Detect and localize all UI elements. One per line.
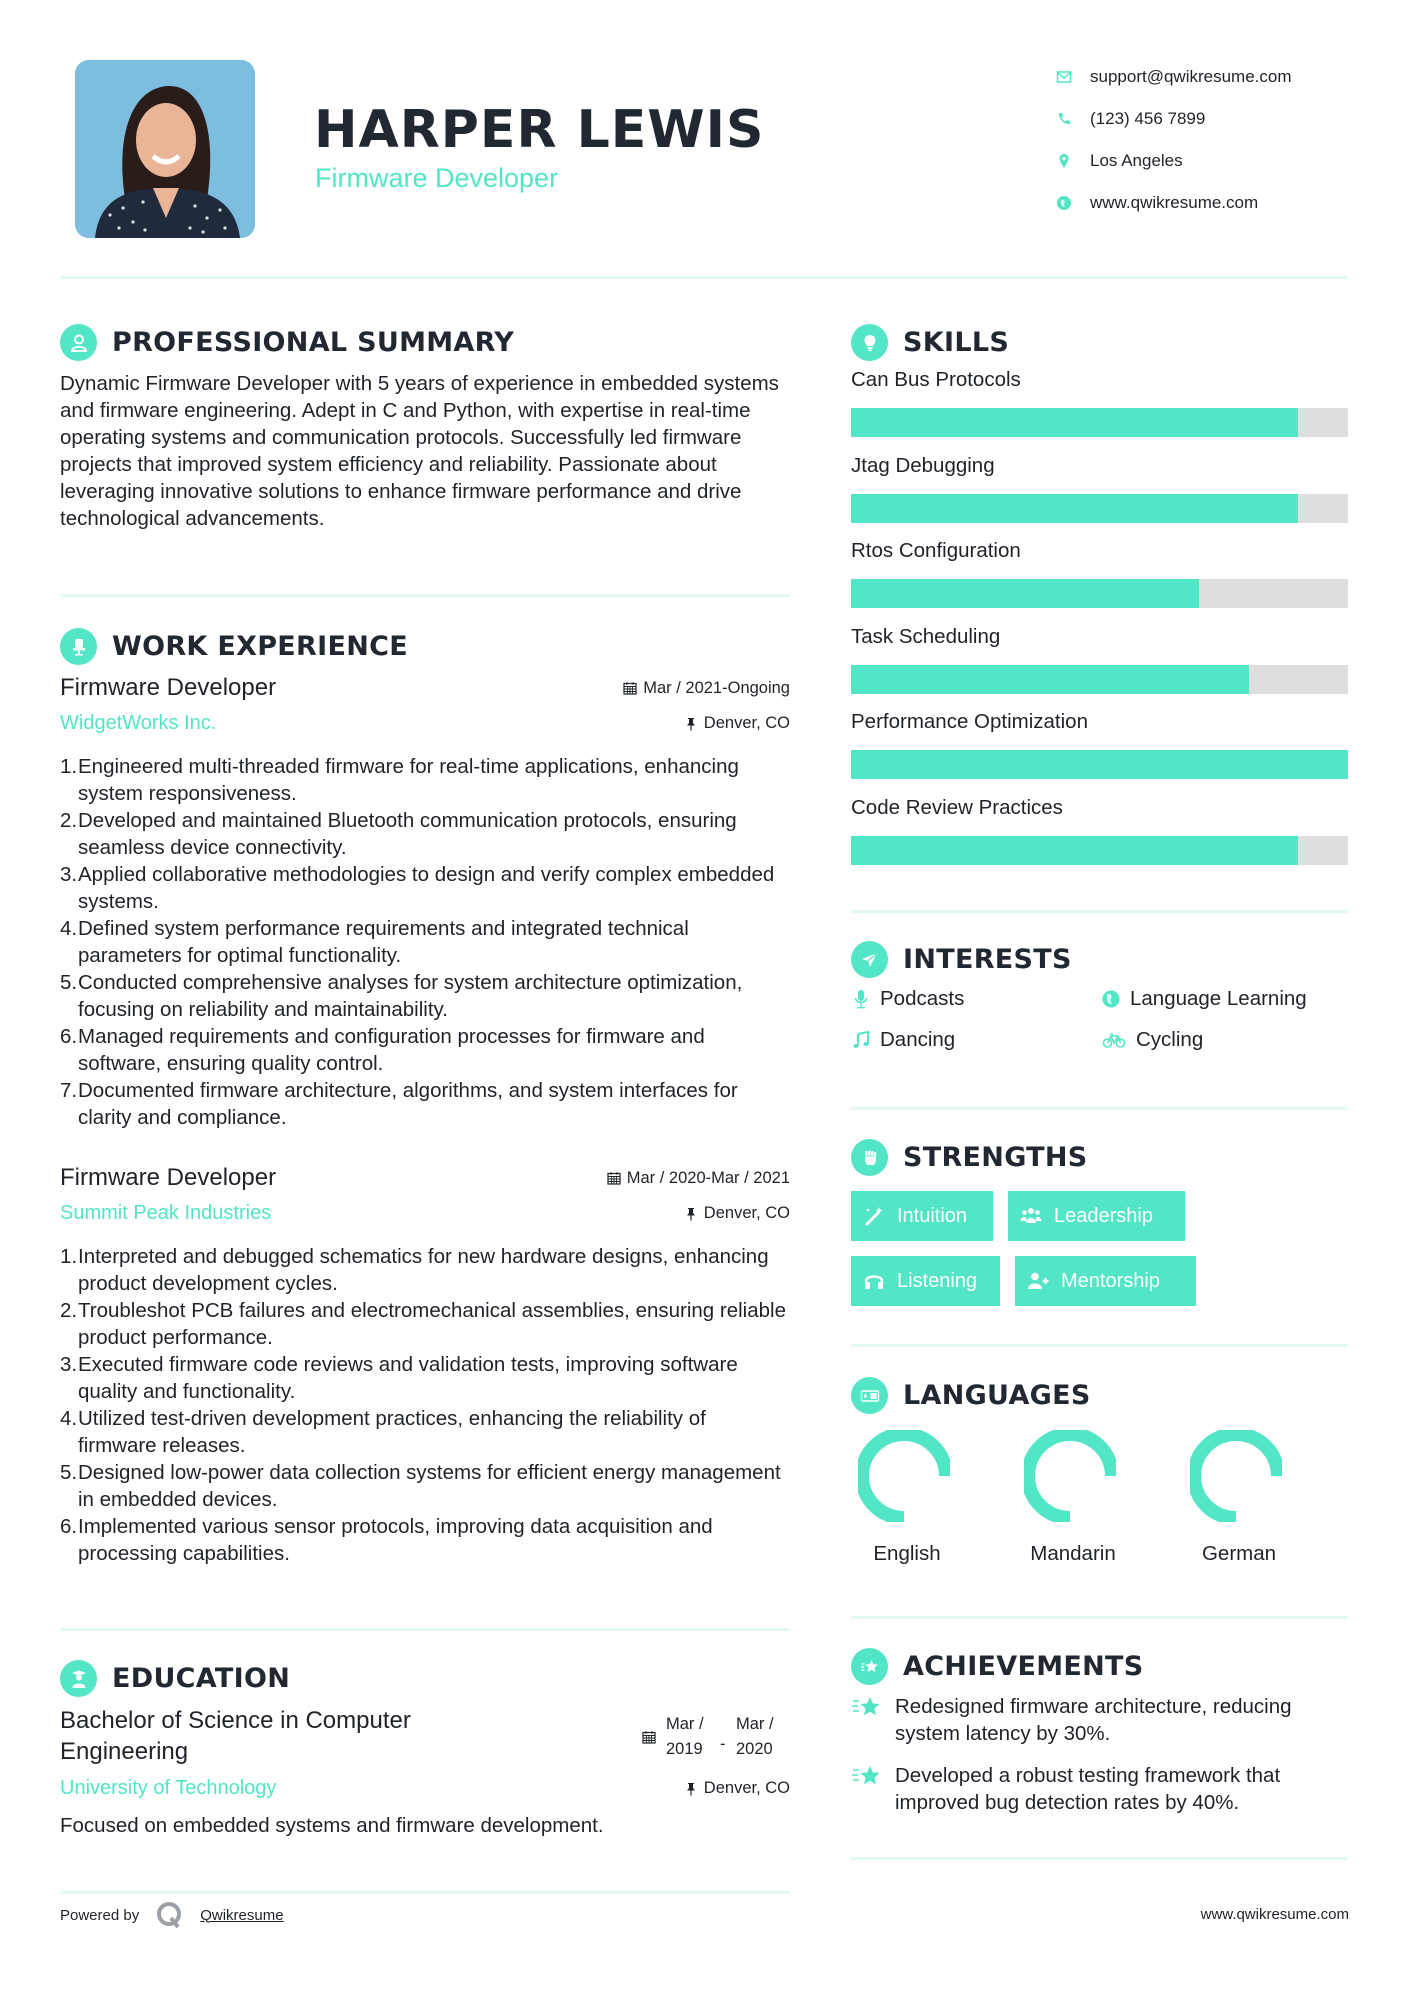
achievements-list bbox=[851, 1693, 1348, 1831]
contact-location bbox=[1055, 140, 1355, 182]
skill-label: Jtag Debugging bbox=[851, 453, 995, 477]
summary-divider bbox=[60, 594, 790, 597]
contact-email-text: support@qwikresume.com bbox=[1090, 67, 1292, 86]
pushpin-icon bbox=[684, 1207, 698, 1221]
pushpin-icon bbox=[684, 717, 698, 731]
skill-bar bbox=[851, 408, 1348, 437]
skill-bar bbox=[851, 836, 1348, 865]
skill-label: Performance Optimization bbox=[851, 710, 1088, 733]
education-entry bbox=[60, 1705, 790, 1838]
start-date: Mar / 2019 bbox=[666, 1715, 704, 1758]
strengths-heading bbox=[851, 1139, 1088, 1176]
shooting-star-icon bbox=[851, 1764, 883, 1790]
bicycle-icon bbox=[1101, 1030, 1127, 1050]
user-icon bbox=[60, 324, 97, 361]
job-date bbox=[623, 679, 790, 698]
strengths-title: STRENGTHS bbox=[903, 1142, 1088, 1173]
school: University of Technology bbox=[60, 1777, 277, 1799]
skill-item bbox=[851, 796, 1348, 882]
achievement-text: Redesigned firmware architecture, reducing system latency by 30%. bbox=[895, 1695, 1292, 1745]
interest-item bbox=[1101, 1028, 1348, 1052]
strength-tag bbox=[851, 1256, 1000, 1306]
summary-title: PROFESSIONAL SUMMARY bbox=[112, 327, 515, 358]
education-title: EDUCATION bbox=[112, 1663, 291, 1694]
qwikresume-link[interactable]: Qwikresume bbox=[200, 1906, 284, 1924]
job-entry bbox=[60, 1164, 790, 1567]
job-company: WidgetWorks Inc. bbox=[60, 712, 217, 734]
envelope-icon bbox=[1055, 68, 1073, 86]
skill-label: Can Bus Protocols bbox=[851, 368, 1021, 391]
job-title: Firmware Developer bbox=[60, 674, 277, 701]
job-bullet: 7. Documented firmware architecture, algorithms, and system interfaces for clarity and compliance. bbox=[60, 1079, 738, 1129]
calendar-icon bbox=[623, 681, 637, 695]
job-bullet: 4. Defined system performance requirements and integrated technical parameters for optimal functionality. bbox=[60, 917, 689, 967]
skill-fill bbox=[851, 665, 1249, 694]
footer-divider bbox=[60, 1891, 790, 1894]
skills-heading bbox=[851, 324, 1009, 361]
powered-by bbox=[60, 1900, 284, 1930]
candidate-name: HARPER LEWIS bbox=[314, 100, 765, 160]
interests-title: INTERESTS bbox=[903, 944, 1072, 975]
job-date-text: Mar / 2021-Ongoing bbox=[643, 678, 790, 697]
date-separator: - bbox=[720, 1734, 726, 1753]
achievements-divider bbox=[851, 1857, 1348, 1860]
job-bullet: 1. Interpreted and debugged schematics for new hardware designs, enhancing product development cycles. bbox=[60, 1245, 769, 1295]
job-bullet: 5. Conducted comprehensive analyses for system architecture optimization, focusing on reliability and maintainability. bbox=[60, 971, 743, 1021]
magic-wand-icon bbox=[863, 1205, 885, 1227]
skill-bar bbox=[851, 494, 1348, 523]
powered-by-label: Powered by bbox=[60, 1906, 140, 1924]
job-title: Firmware Developer bbox=[60, 1164, 277, 1191]
profile-photo bbox=[75, 60, 255, 238]
skills-title: SKILLS bbox=[903, 327, 1010, 358]
skills-divider bbox=[851, 910, 1348, 913]
achievement-item bbox=[851, 1693, 1348, 1747]
job-location-text: Denver, CO bbox=[703, 1204, 790, 1222]
education-location-text: Denver, CO bbox=[703, 1779, 790, 1797]
user-plus-icon bbox=[1027, 1270, 1049, 1292]
job-bullet: 3. Executed firmware code reviews and validation tests, improving software quality and functionality. bbox=[60, 1353, 738, 1403]
office-chair-icon bbox=[60, 628, 97, 665]
language-icon bbox=[851, 1377, 888, 1414]
calendar-icon bbox=[607, 1171, 621, 1185]
pushpin-icon bbox=[684, 1782, 698, 1796]
languages-title: LANGUAGES bbox=[903, 1380, 1091, 1411]
strength-label: Intuition bbox=[897, 1204, 968, 1227]
language-label: English bbox=[873, 1542, 941, 1565]
achievement-text: Developed a robust testing framework that improved bug detection rates by 40%. bbox=[895, 1764, 1281, 1814]
skill-bar bbox=[851, 579, 1348, 608]
skill-bar bbox=[851, 750, 1348, 779]
contact-website-text: www.qwikresume.com bbox=[1090, 193, 1259, 212]
languages-divider bbox=[851, 1616, 1348, 1619]
achievements-title: ACHIEVEMENTS bbox=[903, 1651, 1144, 1682]
interests-divider bbox=[851, 1107, 1348, 1110]
skill-label: Task Scheduling bbox=[851, 624, 1001, 648]
job-bullet: 4. Utilized test-driven development practices, enhancing the reliability of firmware releases. bbox=[60, 1407, 706, 1457]
language-item bbox=[1183, 1430, 1349, 1566]
skill-bar bbox=[851, 665, 1348, 694]
map-pin-icon bbox=[1055, 152, 1073, 170]
language-progress-ring bbox=[1190, 1430, 1282, 1522]
interest-label: Podcasts bbox=[880, 987, 965, 1010]
skill-fill bbox=[851, 408, 1298, 437]
interest-label: Cycling bbox=[1136, 1028, 1204, 1051]
job-bullets bbox=[60, 1243, 790, 1567]
skills-list bbox=[851, 368, 1348, 881]
job-entry bbox=[60, 674, 790, 1131]
education-location bbox=[684, 1779, 790, 1798]
music-note-icon bbox=[851, 1030, 871, 1050]
skill-fill bbox=[851, 750, 1348, 779]
language-label: German bbox=[1201, 1542, 1277, 1565]
achievement-item bbox=[851, 1762, 1348, 1816]
graduate-icon bbox=[60, 1660, 97, 1697]
education-dates bbox=[642, 1707, 790, 1767]
portrait-image bbox=[75, 60, 255, 238]
job-date-text: Mar / 2020-Mar / 2021 bbox=[626, 1168, 790, 1187]
skill-item bbox=[851, 710, 1348, 796]
skill-fill bbox=[851, 836, 1298, 865]
job-bullet: 6. Managed requirements and configuration processes for firmware and software, ensuring quality control. bbox=[60, 1025, 705, 1075]
job-location bbox=[684, 1204, 790, 1223]
job-bullet: 2. Troubleshot PCB failures and electromechanical assemblies, ensuring reliable product performance. bbox=[60, 1299, 786, 1349]
interests-heading bbox=[851, 941, 1072, 978]
job-bullet: 5. Designed low-power data collection systems for efficient energy management in embedded devices. bbox=[60, 1461, 781, 1511]
job-bullet: 1. Engineered multi-threaded firmware for real-time applications, enhancing system responsiveness. bbox=[60, 755, 739, 805]
achievements-heading bbox=[851, 1648, 1144, 1685]
skill-fill bbox=[851, 494, 1298, 523]
contact-list bbox=[1055, 56, 1355, 224]
interests-list bbox=[851, 987, 1348, 1052]
strength-label: Mentorship bbox=[1061, 1269, 1160, 1292]
language-item bbox=[1017, 1430, 1183, 1566]
interest-item bbox=[1101, 987, 1348, 1011]
strength-tag bbox=[1015, 1256, 1196, 1306]
skill-label: Code Review Practices bbox=[851, 795, 1063, 819]
job-location bbox=[684, 714, 790, 733]
strength-tag bbox=[1008, 1191, 1185, 1241]
job-bullets bbox=[60, 753, 790, 1131]
contact-phone-text: (123) 456 7899 bbox=[1090, 109, 1206, 128]
strength-tag bbox=[851, 1191, 993, 1241]
strength-label: Leadership bbox=[1054, 1204, 1153, 1227]
calendar-icon bbox=[642, 1730, 656, 1744]
interest-item bbox=[851, 987, 1101, 1011]
contact-phone[interactable] bbox=[1055, 98, 1355, 140]
language-label: Mandarin bbox=[1030, 1542, 1116, 1565]
qwikresume-logo-icon bbox=[155, 1900, 185, 1930]
job-bullet: 3. Applied collaborative methodologies to design and verify complex embedded systems. bbox=[60, 863, 775, 913]
lightbulb-icon bbox=[851, 324, 888, 361]
job-location-text: Denver, CO bbox=[703, 714, 790, 732]
star-badge-icon bbox=[851, 1648, 888, 1685]
education-description: Focused on embedded systems and firmware development. bbox=[60, 1814, 604, 1837]
language-progress-ring bbox=[858, 1430, 950, 1522]
skill-item bbox=[851, 539, 1348, 625]
strength-label: Listening bbox=[897, 1269, 978, 1292]
strengths-divider bbox=[851, 1344, 1348, 1347]
summary-text: Dynamic Firmware Developer with 5 years of experience in embedded systems and firmware engineering. Adept in C and Python, with expertise in real-time operating systems and communication protocols. Successfully led firmware projects that improved system efficiency and reliability. Passionate about leveraging innovative solutions to enhance firmware performance and drive technological advancements. bbox=[60, 372, 779, 530]
interest-label: Language Learning bbox=[1130, 987, 1307, 1010]
language-progress-ring bbox=[1024, 1430, 1116, 1522]
experience-divider bbox=[60, 1628, 790, 1631]
paper-plane-icon bbox=[851, 941, 888, 978]
contact-location-text: Los Angeles bbox=[1090, 151, 1183, 170]
skill-item bbox=[851, 368, 1348, 454]
shooting-star-icon bbox=[851, 1695, 883, 1721]
degree: Bachelor of Science in Computer Engineering bbox=[60, 1707, 411, 1765]
header-divider bbox=[60, 276, 1348, 279]
job-bullet: 2. Developed and maintained Bluetooth communication protocols, ensuring seamless device connectivity. bbox=[60, 809, 737, 859]
fist-icon bbox=[851, 1139, 888, 1176]
users-icon bbox=[1020, 1205, 1042, 1227]
end-date: Mar / 2020 bbox=[736, 1715, 774, 1758]
experience-title: WORK EXPERIENCE bbox=[112, 631, 408, 662]
contact-email[interactable] bbox=[1055, 56, 1355, 98]
footer-url[interactable]: www.qwikresume.com bbox=[1200, 1906, 1349, 1923]
skill-item bbox=[851, 454, 1348, 540]
skill-fill bbox=[851, 579, 1199, 608]
strengths-list bbox=[851, 1191, 1348, 1321]
language-item bbox=[851, 1430, 1017, 1566]
experience-heading bbox=[60, 628, 408, 665]
microphone-icon bbox=[851, 989, 871, 1009]
globe-icon bbox=[1055, 194, 1073, 212]
contact-website[interactable] bbox=[1055, 182, 1355, 224]
interest-label: Dancing bbox=[880, 1028, 956, 1051]
summary-heading bbox=[60, 324, 514, 361]
job-company: Summit Peak Industries bbox=[60, 1202, 272, 1224]
languages-heading bbox=[851, 1377, 1091, 1414]
globe-icon bbox=[1101, 989, 1121, 1009]
interest-item bbox=[851, 1028, 1101, 1052]
skill-label: Rtos Configuration bbox=[851, 539, 1021, 562]
phone-icon bbox=[1055, 110, 1073, 128]
skill-item bbox=[851, 625, 1348, 711]
headphones-icon bbox=[863, 1270, 885, 1292]
candidate-role: Firmware Developer bbox=[315, 163, 559, 193]
education-heading bbox=[60, 1660, 290, 1697]
languages-list bbox=[851, 1430, 1349, 1566]
job-bullet: 6. Implemented various sensor protocols, improving data acquisition and processing capabilities. bbox=[60, 1515, 713, 1565]
job-date bbox=[607, 1169, 790, 1188]
